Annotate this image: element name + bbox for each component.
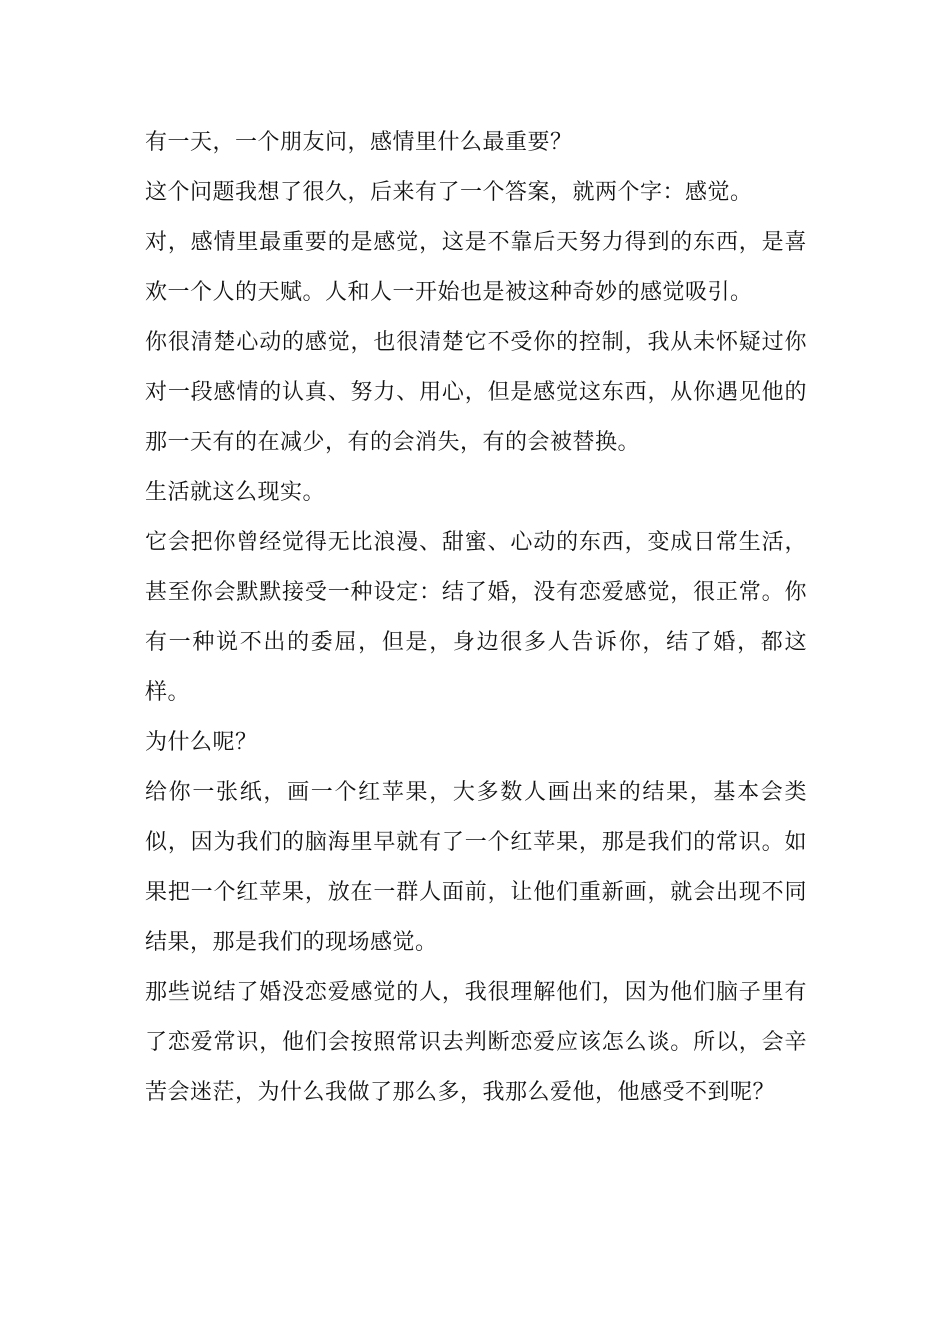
paragraph-6: 它会把你曾经觉得无比浪漫、甜蜜、心动的东西，变成日常生活，甚至你会默默接受一种设定：结了婚，没有恋爱感觉，很正常。你有一种说不出的委屈，但是，身边很多人告诉你，结了婚，都这样。 xyxy=(145,530,807,705)
paragraph-4: 你很清楚心动的感觉，也很清楚它不受你的控制，我从未怀疑过你对一段感情的认真、努力、用心，但是感觉这东西，从你遇见他的那一天有的在减少，有的会消失，有的会被替换。 xyxy=(145,330,807,455)
paragraph-9: 那些说结了婚没恋爱感觉的人，我很理解他们，因为他们脑子里有了恋爱常识，他们会按照常识去判断恋爱应该怎么谈。所以，会辛苦会迷茫，为什么我做了那么多，我那么爱他，他感受不到呢？ xyxy=(145,980,807,1105)
paragraph-8: 给你一张纸，画一个红苹果，大多数人画出来的结果，基本会类似，因为我们的脑海里早就有了一个红苹果，那是我们的常识。如果把一个红苹果，放在一群人面前，让他们重新画，就会出现不同结果，那是我们的现场感觉。 xyxy=(145,780,807,955)
document-body xyxy=(145,118,807,1118)
paragraph-3: 对，感情里最重要的是感觉，这是不靠后天努力得到的东西，是喜欢一个人的天赋。人和人一开始也是被这种奇妙的感觉吸引。 xyxy=(145,230,807,305)
paragraph-5: 生活就这么现实。 xyxy=(145,480,326,505)
paragraph-1: 有一天，一个朋友问，感情里什么最重要？ xyxy=(145,130,573,155)
paragraph-2: 这个问题我想了很久，后来有了一个答案，就两个字：感觉。 xyxy=(145,180,753,205)
paragraph-7: 为什么呢？ xyxy=(145,730,258,755)
